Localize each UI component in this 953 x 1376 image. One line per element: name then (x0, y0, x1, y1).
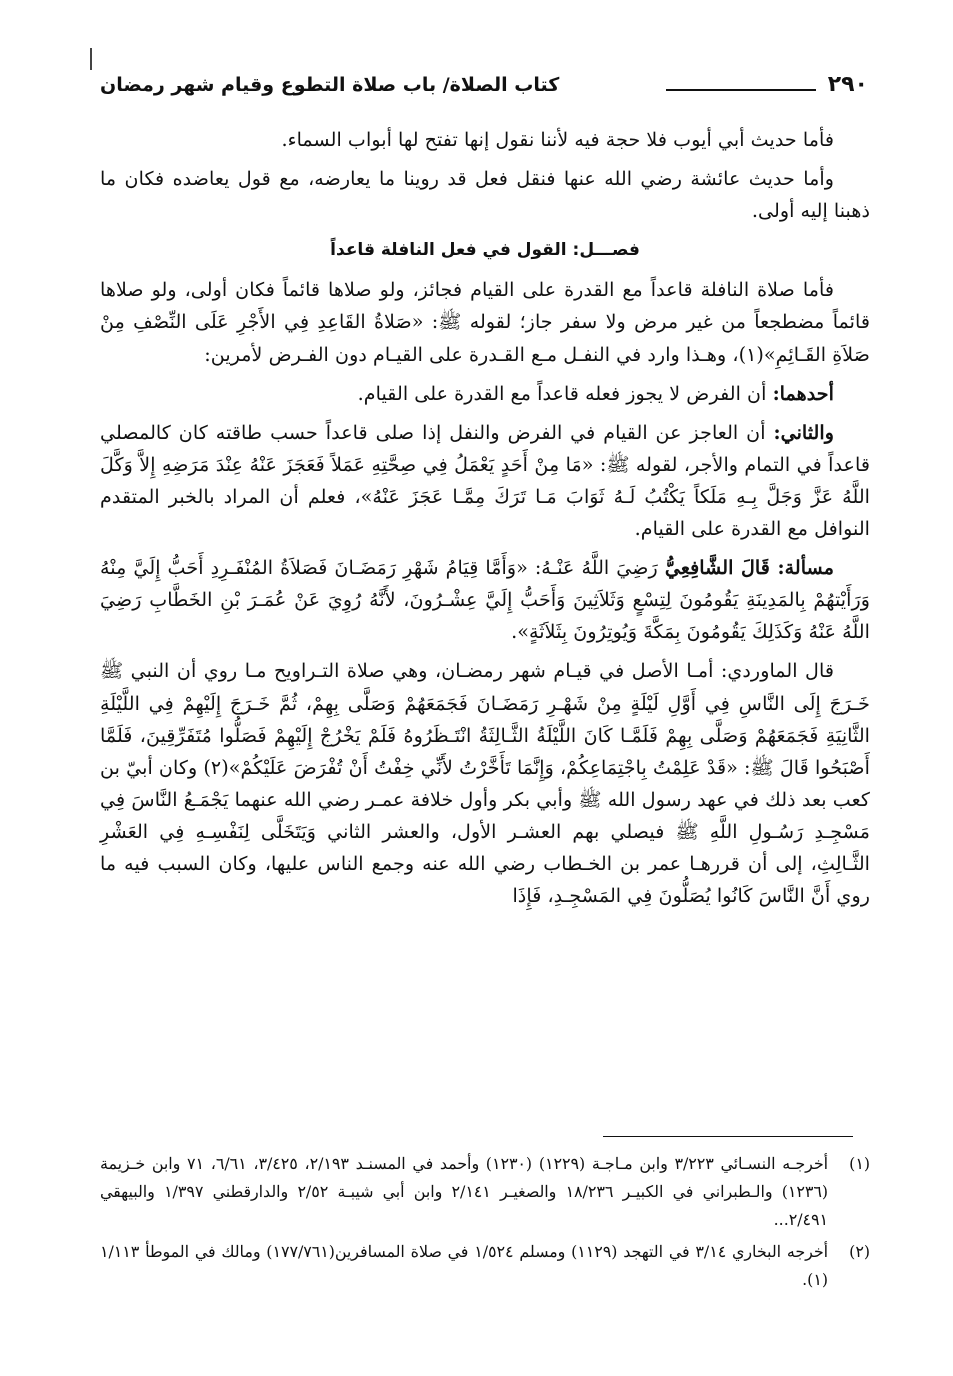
footnote-number: (٢) (849, 1242, 870, 1261)
paragraph-second-reason (100, 417, 870, 545)
page-number: ٢٩٠ (827, 72, 868, 97)
paragraph-first-reason (100, 378, 870, 410)
main-text (100, 124, 870, 919)
first-reason-text: أن الفرض لا يجوز فعله قاعداً مع القدرة على القيام. (357, 381, 767, 405)
running-title: كتاب الصلاة/ باب صلاة التطوع وقيام شهر رمضان (100, 74, 560, 96)
second-reason-label: والثاني: (773, 420, 834, 444)
footnote-item (100, 1238, 870, 1294)
footnote-rule (603, 1136, 853, 1137)
margin-mark (90, 48, 92, 70)
footnote-text: أخرجه البخاري ٣/١٤ في التهجد (١١٢٩) ومسلم ١/٥٢٤ في صلاة المسافرين(١٧٧/٧٦١) ومالك في الموطأ ١/١١٣ (١). (100, 1242, 828, 1289)
second-reason-text: أن العاجز عن القيام في الفرض والنفل إذا صلى قاعداً حسب طاقته كان كالمصلي قاعداً في التمام والأجر، لقوله ﷺ: «مَا مِنْ أَحَدٍ يَعْمَلُ فِي صِحَّتِهِ عَمَلاً فَعَجَزَ عَنْهُ عِنْدَ مَرَضِهِ إِلاَّ وَكَّلَ اللَّهُ عَزَّ وَجَلَّ بِـهِ مَلَكاً يَكْتُبُ لَـهُ ثَوَابَ مَـا تَرَكَ مِمَّـا عَجَزَ عَنْهُ»، فعلم أن المراد بالخبر المتقدم النوافل مع القدرة على القيام. (100, 420, 870, 541)
first-reason-label: أحدهما: (772, 381, 834, 405)
paragraph-nafila-sitting: فأما صلاة النافلة قاعداً مع القدرة على القيام فجائز، ولو صلاها قائماً فكان أولى، ولو صلاها قائماً مضطجعاً من غير مرض ولا سفر جاز؛ لقوله ﷺ: «صَلاةُ القَاعِدِ فِي الأَجْرِ عَلَى النِّصْفِ مِنْ صَلاَةِ القَـائِمِ»(١)، وهـذا وارد في النفـل مـع القـدرة على القيـام دون الفـرض لأمرين: (100, 278, 870, 366)
paragraph-abu-ayyub: فأما حديث أبي أيوب فلا حجة فيه لأننا نقول إنها تفتح لها أبواب السماء. (281, 128, 834, 151)
footnote-number: (١) (849, 1154, 870, 1173)
paragraph-mawardi: قال الماوردي: أمـا الأصل في قيـام شهر رمضـان، وهي صلاة التـراويح مـا روي أن النبي ﷺ خَـرَجَ إِلَى النَّاسِ فِي أَوَّلِ لَيْلَةٍ مِنْ شَهْـرِ رَمَضَـانَ فَجَمَعَهُمْ وَصَلَّى بِهِمْ، ثُمَّ خَـرَجَ إِلَيْهِمْ فِي اللَّيْلَةِ الثَّانِيَةِ فَجَمَعَهُمْ وَصَلَّى بِهِمْ فَلَمَّـا كَانَ اللَّيْلَةُ الثَّـالِثَةُ انْتَـظَرُوهُ فَلَمْ يَخْرُجْ إِلَيْهِمْ فَصَلُّوا مُتَفَرِّقِينَ، فَلَمَّا أَصْبَحُوا قَالَ ﷺ: «قَدْ عَلِمْتُ بِاجْتِمَاعِكُمْ، وَإِنَّمَا تَأَخَّرْتُ لأَنِّي خِفْتُ أَنْ تُفْرَضَ عَلَيْكُمْ»(٢) وكان أبيّ بن كعب بعد ذلك في عهد رسول الله ﷺ وأبي بكر وأول خلافة عمـر رضي الله عنهما يَجْمَـعُ النَّاسَ فِي مَسْجِـدِ رَسُـولِ اللَّهِ ﷺ فيصلي بهم العشـر الأول، والعشر الثاني وَيَتَخَلَّى لِنَفْسِـهِ فِي العَشْرِ الثَّـالِثِ، إلى أن قررهـا عمر بن الخـطاب رضي الله عنه وجمع الناس عليها، وكان السبب فيه ما روي أَنَّ النَّاسَ كَانُوا يُصَلُّونَ فِي المَسْجِـدِ، فَإِذَا (100, 659, 870, 908)
paragraph-masala-shafii (100, 552, 870, 648)
footnote-text: أخرجـه النسـائي ٣/٢٢٣ وابن مـاجـة (١٢٢٩) (١٢٣٠) وأحمد في المسنـد ٢/١٩٣، ٣/٤٢٥، ٦/٦١، ٧١ وابن خـزيمة (١٢٣٦) والـطبراني في الكبيـر ١٨/٢٣٦ والصغيـر ٢/١٤١ وابن أبي شيبـة ٢/٥٢ والدارقطني ١/٣٩٧ والبيهقي ٢/٤٩١... (100, 1154, 829, 1229)
masala-text: رَضِيَ اللَّهُ عَنْـهُ: «وَأَمَّا قِيَامُ شَهْرِ رَمَضَـانَ فَصَلاَةُ المُنْفَـرِدِ أَحَبُّ إِلَيَّ مِنْهُ وَرَأَيْتهُمْ بِالمَدِينَةِ يَقُومُونَ لِتِسْعٍ وَثَلاَثِينَ وَأَحَبُّ إِلَيَّ عِشْـرُونَ، لأَنَّهُ رُوِيَ عَنْ عُمَـرَ بْنِ الخَطَّابِ رَضِيَ اللَّهُ عَنْهُ وَكَذَلِكَ يَقُومُونَ بِمَكَّةَ وَيُوتِرُونَ بِثَلاَثَةٍ». (100, 556, 870, 644)
footnote-item (100, 1150, 870, 1234)
footnotes (100, 1150, 870, 1298)
page-header (100, 72, 868, 108)
section-heading: فصـــل: القول في فعل النافلة قاعداً (330, 240, 640, 261)
header-rule (666, 89, 816, 91)
masala-label: مسألة: قَالَ الشَّافِعِيُّ (664, 556, 834, 580)
paragraph-aisha: وأما حديث عائشة رضي الله عنها فنقل فعل قد روينا ما يعارضه، مع قول يعاضده فكان ما ذهبنا إليه أولى. (100, 167, 870, 223)
